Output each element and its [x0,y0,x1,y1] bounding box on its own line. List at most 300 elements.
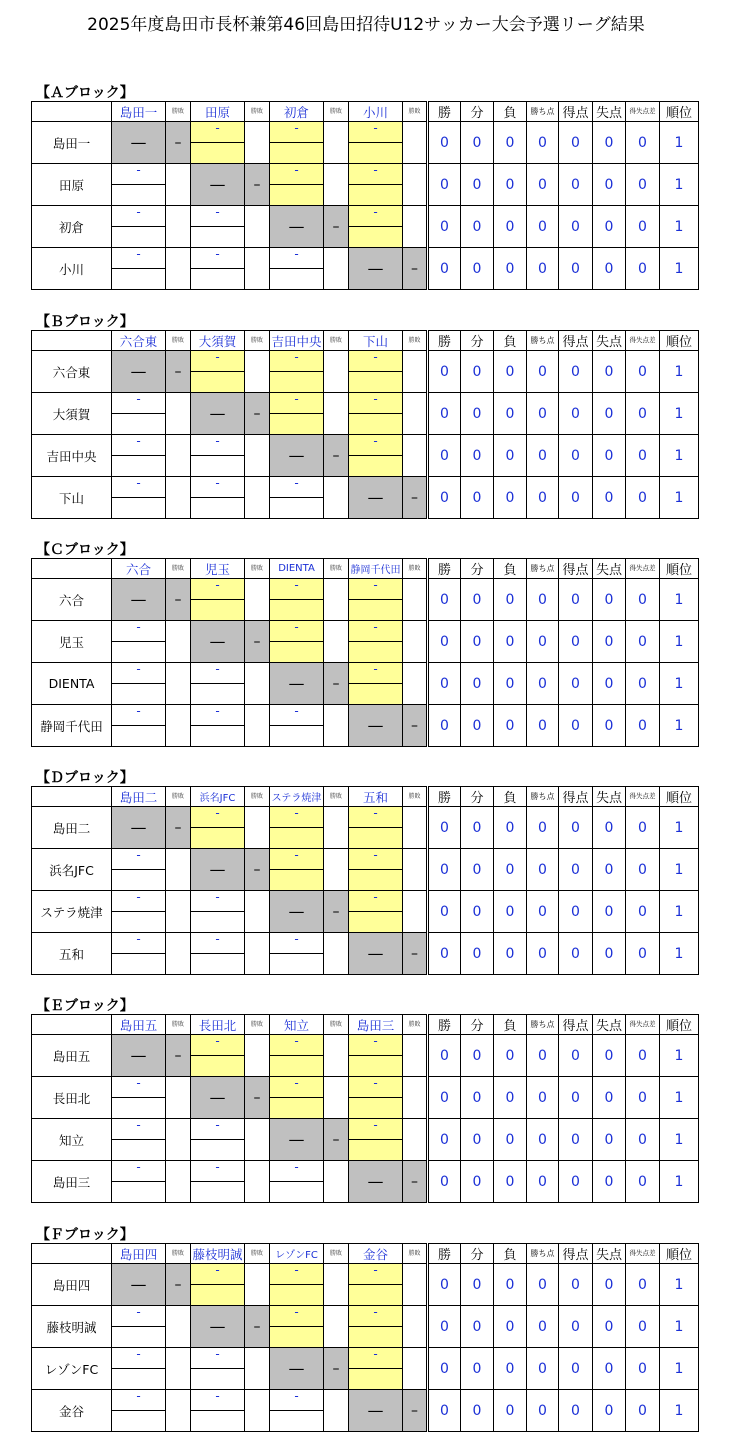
result-cell [403,122,428,164]
score-cell: - [112,435,166,456]
result-cell [245,122,270,164]
header-row [32,102,699,122]
stat-value: 0 [593,663,626,705]
score-cell: - [349,807,403,828]
stat-header: 順位 [660,1015,699,1035]
score-cell: - [349,393,403,414]
result-header: 勝敗 [245,559,270,579]
score-cell: - [270,351,324,372]
corner-cell [32,559,112,579]
stat-value: 0 [527,849,559,891]
stat-value: 0 [461,477,494,519]
stat-value: 0 [559,248,593,290]
stat-value: 0 [428,1119,461,1161]
score-cell-lower [270,870,324,891]
score-cell: - [112,1306,166,1327]
score-cell-lower [191,726,245,747]
score-cell: - [112,1348,166,1369]
stat-value: 0 [593,849,626,891]
stat-value: 0 [428,705,461,747]
stat-header: 順位 [660,559,699,579]
stat-value: 1 [660,1119,699,1161]
stat-value: 0 [626,477,660,519]
stat-value: 0 [494,663,527,705]
stat-value: 0 [461,1077,494,1119]
team-row [32,1077,699,1098]
stat-value: 0 [559,206,593,248]
result-cell [166,1348,191,1390]
team-header: 六合東 [112,331,166,351]
score-cell: - [191,122,245,143]
result-cell [245,206,270,248]
stat-value: 0 [559,849,593,891]
stat-value: 0 [527,1035,559,1077]
stat-value: 0 [559,477,593,519]
result-cell [403,435,428,477]
score-cell: - [112,206,166,227]
result-cell [324,1161,349,1203]
row-team-name: 田原 [32,164,112,206]
stat-value: 0 [559,1264,593,1306]
stat-value: 1 [660,933,699,975]
self-result-cell: – [324,891,349,933]
result-cell [403,164,428,206]
score-cell-lower [112,1369,166,1390]
score-cell: - [112,621,166,642]
stat-value: 0 [461,891,494,933]
stat-value: 0 [626,891,660,933]
self-result-cell: – [245,849,270,891]
stat-header: 失点 [593,1244,626,1264]
stat-value: 0 [593,1077,626,1119]
stat-value: 1 [660,351,699,393]
stat-value: 0 [494,933,527,975]
result-cell [403,579,428,621]
stat-header: 失点 [593,102,626,122]
score-cell: - [112,1119,166,1140]
self-result-cell: – [245,1077,270,1119]
league-block [0,1224,732,1456]
stat-value: 0 [527,579,559,621]
stat-value: 0 [593,164,626,206]
score-cell: - [270,849,324,870]
stat-value: 0 [428,891,461,933]
score-cell-lower [349,642,403,663]
score-cell-lower [270,828,324,849]
score-cell-lower [270,1285,324,1306]
stat-value: 0 [428,1306,461,1348]
result-cell [403,807,428,849]
team-row [32,1264,699,1285]
score-cell-lower [270,1098,324,1119]
stat-value: 0 [428,621,461,663]
result-cell [324,621,349,663]
stat-value: 0 [527,1264,559,1306]
score-cell: - [270,621,324,642]
stat-value: 0 [527,1306,559,1348]
team-header: 長田北 [191,1015,245,1035]
stat-value: 0 [494,206,527,248]
row-team-name: 浜名JFC [32,849,112,891]
team-header: DIENTA [270,559,324,579]
score-cell: - [191,891,245,912]
team-row [32,891,699,912]
stat-value: 0 [626,393,660,435]
stat-value: 0 [593,705,626,747]
score-cell: - [191,1035,245,1056]
score-cell-lower [191,456,245,477]
self-match-cell: — [191,1306,245,1348]
team-header: 島田五 [112,1015,166,1035]
self-match-cell: — [349,477,403,519]
stat-header: 負 [494,787,527,807]
stat-value: 0 [527,1390,559,1432]
header-row [32,1015,699,1035]
score-cell: - [191,1119,245,1140]
stat-value: 0 [494,1390,527,1432]
stat-value: 0 [428,164,461,206]
result-cell [166,1390,191,1432]
result-header: 勝敗 [166,559,191,579]
self-match-cell: — [191,621,245,663]
self-match-cell: — [270,206,324,248]
result-cell [403,1119,428,1161]
stat-value: 0 [494,579,527,621]
stat-value: 0 [428,1348,461,1390]
score-cell-lower [191,227,245,248]
stat-value: 1 [660,1035,699,1077]
stat-value: 0 [428,477,461,519]
score-cell-lower [349,1285,403,1306]
stat-value: 1 [660,807,699,849]
self-result-cell: – [324,1348,349,1390]
self-result-cell: – [403,1161,428,1203]
stat-value: 1 [660,1264,699,1306]
block-title: 【Ｆブロック】 [36,1227,134,1243]
score-cell: - [191,1348,245,1369]
score-cell: - [191,933,245,954]
team-header: 小川 [349,102,403,122]
score-cell: - [349,579,403,600]
result-header: 勝敗 [324,787,349,807]
score-cell-lower [112,726,166,747]
stat-value: 0 [527,477,559,519]
stat-value: 0 [593,1119,626,1161]
stat-header: 分 [461,559,494,579]
stat-value: 1 [660,1306,699,1348]
score-cell: - [270,393,324,414]
stat-header: 失点 [593,1015,626,1035]
stat-value: 0 [593,807,626,849]
stat-value: 0 [428,849,461,891]
self-result-cell: – [166,1035,191,1077]
team-header: 島田四 [112,1244,166,1264]
team-header: 吉田中央 [270,331,324,351]
team-header: 金谷 [349,1244,403,1264]
stat-value: 0 [559,351,593,393]
self-match-cell: — [349,248,403,290]
score-cell: - [112,248,166,269]
stat-value: 0 [559,663,593,705]
stat-value: 0 [461,807,494,849]
score-cell: - [112,477,166,498]
team-row [32,164,699,185]
stat-value: 0 [593,1161,626,1203]
result-cell [245,435,270,477]
score-cell-lower [349,227,403,248]
self-result-cell: – [324,663,349,705]
row-team-name: DIENTA [32,663,112,705]
team-row [32,248,699,269]
team-row [32,621,699,642]
stat-header: 順位 [660,102,699,122]
team-row [32,351,699,372]
result-cell [403,1077,428,1119]
score-cell-lower [191,684,245,705]
result-header: 勝敗 [403,1244,428,1264]
stat-value: 0 [626,705,660,747]
stat-header: 順位 [660,1244,699,1264]
corner-cell [32,787,112,807]
stat-value: 0 [593,1264,626,1306]
score-cell-lower [270,269,324,290]
stat-value: 0 [626,1390,660,1432]
stat-value: 1 [660,1077,699,1119]
team-header: 六合 [112,559,166,579]
stat-value: 0 [461,621,494,663]
score-cell-lower [191,600,245,621]
row-team-name: 島田二 [32,807,112,849]
result-cell [324,1264,349,1306]
stat-value: 0 [461,1119,494,1161]
row-team-name: 島田四 [32,1264,112,1306]
stat-value: 0 [626,1035,660,1077]
self-match-cell: — [349,1390,403,1432]
stat-header: 勝 [428,331,461,351]
score-cell-lower [112,1140,166,1161]
result-header: 勝敗 [324,1015,349,1035]
self-match-cell: — [349,933,403,975]
corner-cell [32,1244,112,1264]
result-cell [403,1264,428,1306]
stat-value: 0 [494,1035,527,1077]
score-cell: - [270,1035,324,1056]
score-cell-lower [112,954,166,975]
self-match-cell: — [270,435,324,477]
score-cell: - [349,1348,403,1369]
self-result-cell: – [403,705,428,747]
stat-value: 0 [461,663,494,705]
score-cell-lower [270,1056,324,1077]
result-cell [166,891,191,933]
stat-value: 0 [428,435,461,477]
score-cell: - [191,477,245,498]
standings-table [31,1243,699,1432]
header-row [32,1244,699,1264]
score-cell: - [349,1119,403,1140]
stat-header: 得点 [559,331,593,351]
stat-value: 0 [593,621,626,663]
result-cell [403,351,428,393]
result-header: 勝敗 [403,787,428,807]
score-cell-lower [349,372,403,393]
result-cell [324,1390,349,1432]
stat-value: 0 [494,477,527,519]
score-cell: - [270,1264,324,1285]
score-cell: - [270,1390,324,1411]
team-row [32,435,699,456]
stat-value: 0 [626,849,660,891]
team-header: 大須賀 [191,331,245,351]
score-cell: - [349,1077,403,1098]
result-cell [245,248,270,290]
score-cell: - [191,1390,245,1411]
result-header: 勝敗 [166,1015,191,1035]
stat-value: 0 [461,1264,494,1306]
header-row [32,331,699,351]
stat-value: 0 [626,122,660,164]
score-cell: - [349,849,403,870]
team-row [32,1035,699,1056]
self-match-cell: — [112,579,166,621]
stat-value: 0 [461,435,494,477]
header-row [32,787,699,807]
score-cell-lower [112,870,166,891]
score-cell: - [270,1161,324,1182]
self-result-cell: – [245,164,270,206]
team-header: 知立 [270,1015,324,1035]
standings-table [31,1014,699,1203]
score-cell-lower [112,456,166,477]
self-match-cell: — [191,164,245,206]
team-header: 田原 [191,102,245,122]
result-cell [166,1119,191,1161]
stat-value: 0 [494,1348,527,1390]
score-cell: - [112,1161,166,1182]
stat-value: 0 [461,1035,494,1077]
result-cell [324,477,349,519]
stat-value: 0 [626,206,660,248]
score-cell: - [270,1306,324,1327]
stat-header: 負 [494,331,527,351]
stat-header: 勝ち点 [527,1015,559,1035]
row-team-name: レゾンFC [32,1348,112,1390]
self-match-cell: — [270,1348,324,1390]
score-cell-lower [270,954,324,975]
score-cell: - [349,891,403,912]
result-cell [245,477,270,519]
row-team-name: 六合東 [32,351,112,393]
stat-value: 0 [626,1077,660,1119]
result-header: 勝敗 [403,102,428,122]
result-cell [166,477,191,519]
result-cell [166,1306,191,1348]
stat-value: 0 [559,435,593,477]
stat-header: 得点 [559,102,593,122]
stat-value: 0 [626,1264,660,1306]
stat-value: 1 [660,477,699,519]
score-cell: - [191,579,245,600]
self-result-cell: – [403,477,428,519]
stat-value: 0 [626,351,660,393]
result-cell [245,933,270,975]
stat-value: 0 [559,1306,593,1348]
stat-header: 勝ち点 [527,331,559,351]
score-cell-lower [112,642,166,663]
self-match-cell: — [270,891,324,933]
stat-value: 1 [660,164,699,206]
stat-value: 0 [461,1306,494,1348]
stat-header: 得失点差 [626,1244,660,1264]
stat-value: 0 [494,849,527,891]
score-cell-lower [112,227,166,248]
self-result-cell: – [403,1390,428,1432]
stat-value: 0 [593,1035,626,1077]
result-header: 勝敗 [245,1015,270,1035]
stat-value: 1 [660,1161,699,1203]
result-header: 勝敗 [166,1244,191,1264]
stat-value: 0 [428,393,461,435]
stat-value: 1 [660,248,699,290]
self-match-cell: — [191,393,245,435]
self-match-cell: — [112,1035,166,1077]
league-block [0,767,732,999]
result-cell [166,663,191,705]
team-header: 静岡千代田 [349,559,403,579]
block-title: 【Ｃブロック】 [36,542,134,558]
team-row [32,663,699,684]
result-cell [324,705,349,747]
stat-value: 0 [461,705,494,747]
stat-header: 得失点差 [626,1015,660,1035]
self-result-cell: – [166,351,191,393]
stat-value: 0 [494,164,527,206]
self-match-cell: — [191,849,245,891]
score-cell-lower [191,1140,245,1161]
corner-cell [32,1015,112,1035]
self-match-cell: — [349,705,403,747]
stat-value: 1 [660,579,699,621]
score-cell-lower [349,143,403,164]
stat-header: 分 [461,331,494,351]
stat-value: 0 [593,1390,626,1432]
stat-value: 0 [559,1161,593,1203]
result-cell [324,1306,349,1348]
result-cell [245,1119,270,1161]
score-cell-lower [112,1411,166,1432]
score-cell: - [270,933,324,954]
stat-value: 0 [494,621,527,663]
team-row [32,122,699,143]
stat-value: 0 [494,122,527,164]
score-cell-lower [191,1369,245,1390]
score-cell: - [349,1306,403,1327]
team-header: 下山 [349,331,403,351]
stat-value: 0 [593,891,626,933]
score-cell-lower [191,912,245,933]
league-block [0,539,732,771]
score-cell-lower [349,828,403,849]
stat-value: 1 [660,705,699,747]
score-cell: - [270,1077,324,1098]
stat-value: 0 [428,663,461,705]
team-row [32,1161,699,1182]
result-cell [245,1161,270,1203]
stat-header: 勝 [428,1015,461,1035]
stat-value: 0 [494,1161,527,1203]
stat-value: 0 [626,164,660,206]
row-team-name: 長田北 [32,1077,112,1119]
